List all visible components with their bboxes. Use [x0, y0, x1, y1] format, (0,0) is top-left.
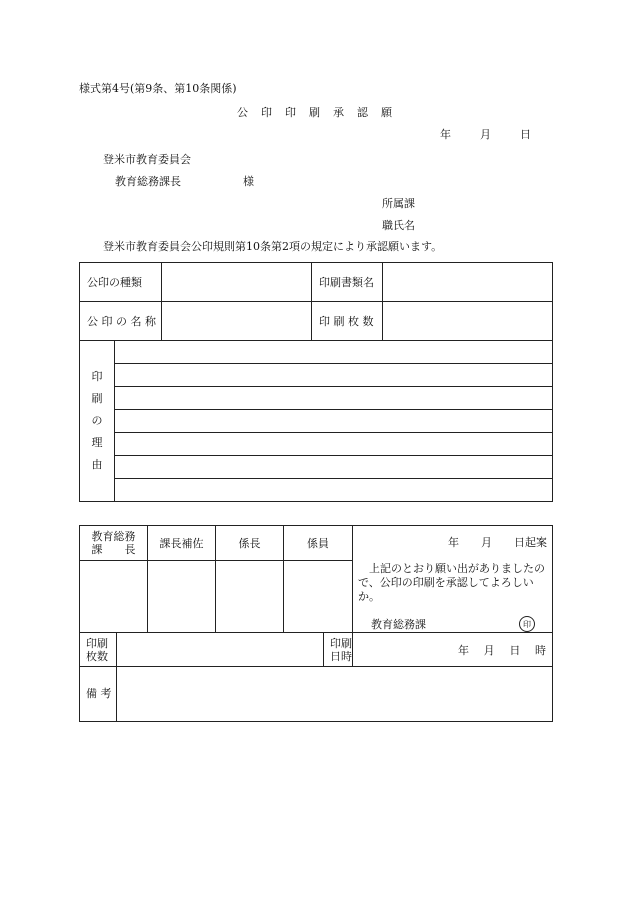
- chief-label: 係長: [216, 526, 284, 561]
- print-document-label: 印刷書類名: [312, 263, 383, 302]
- assistant-stamp-box[interactable]: [148, 560, 216, 632]
- print-count-label-2: [80, 633, 117, 667]
- print-document-field[interactable]: [383, 263, 553, 302]
- print-count-label: 印 刷 枚 数: [312, 302, 383, 341]
- approver-col-head-line2: 課 長: [91, 542, 136, 556]
- reason-line[interactable]: [115, 341, 553, 364]
- document-title: 公 印 印 刷 承 認 願: [237, 106, 393, 119]
- addressee: 登米市教育委員会: [103, 153, 191, 166]
- print-count-value[interactable]: [117, 633, 324, 667]
- honorific: 様: [243, 175, 254, 188]
- time-month: 月: [483, 643, 495, 657]
- reason-char: 由: [91, 458, 103, 471]
- reason-char: 理: [91, 436, 103, 449]
- approver-col-head-line1: 教育総務: [91, 529, 136, 543]
- reason-line[interactable]: [115, 387, 553, 410]
- approval-dept: 教育総務課: [371, 618, 426, 631]
- reason-line-last[interactable]: [115, 479, 553, 502]
- reason-label: [80, 341, 115, 502]
- print-count-label-line2: 枚数: [86, 649, 108, 663]
- reason-line[interactable]: [115, 433, 553, 456]
- seal-type-label: 公印の種類: [80, 263, 162, 302]
- staff-label: 係員: [284, 526, 353, 561]
- print-count-label-line1: 印刷: [86, 636, 108, 650]
- reason-char: の: [91, 414, 103, 427]
- time-hour: 時: [534, 643, 546, 657]
- print-time-label-line2: 日時: [330, 649, 352, 663]
- section-head: 教育総務課長: [115, 175, 181, 188]
- reason-char: 印: [91, 370, 103, 383]
- remarks-field[interactable]: [117, 667, 553, 722]
- approval-statement: [353, 526, 553, 633]
- request-table: [79, 262, 553, 502]
- chief-stamp-box[interactable]: [216, 560, 284, 632]
- staff-stamp-box[interactable]: [284, 560, 353, 632]
- seal-type-field[interactable]: [162, 263, 312, 302]
- seal-icon: 印: [519, 616, 535, 632]
- approver-stamp-box[interactable]: [80, 560, 148, 632]
- print-time-label-line1: 印刷: [330, 636, 352, 650]
- seal-name-field[interactable]: [162, 302, 312, 341]
- seal-name-label: 公 印 の 名 称: [80, 302, 162, 341]
- date-month: 月: [480, 128, 491, 141]
- approval-dept-row: [358, 616, 547, 632]
- time-day: 日: [509, 643, 521, 657]
- job-name-label: 職氏名: [382, 219, 415, 232]
- time-year: 年: [458, 643, 469, 657]
- draft-date: 年 月 日起案: [448, 536, 547, 549]
- reason-char: 刷: [91, 392, 103, 405]
- request-sentence: 登米市教育委員会公印規則第10条第2項の規定により承認願います。: [103, 240, 443, 253]
- reason-line[interactable]: [115, 364, 553, 387]
- form-number: 様式第4号(第9条、第10条関係): [79, 82, 237, 95]
- approval-table: [79, 525, 553, 722]
- date-day: 日: [520, 128, 531, 141]
- assistant-head-label: 課長補佐: [148, 526, 216, 561]
- approver-col-head: [80, 526, 148, 561]
- print-time-row: [353, 642, 552, 658]
- print-time-label: [324, 633, 353, 667]
- approval-text: 上記のとおり願い出がありましたので、公印の印刷を承認してよろしいか。: [358, 562, 545, 603]
- date-line: [440, 126, 531, 142]
- date-year: 年: [440, 128, 451, 141]
- remarks-label: 備 考: [80, 667, 117, 722]
- department-label: 所属課: [382, 197, 415, 210]
- print-count-field[interactable]: [383, 302, 553, 341]
- reason-line[interactable]: [115, 456, 553, 479]
- print-time-value[interactable]: [353, 633, 553, 667]
- reason-line[interactable]: [115, 410, 553, 433]
